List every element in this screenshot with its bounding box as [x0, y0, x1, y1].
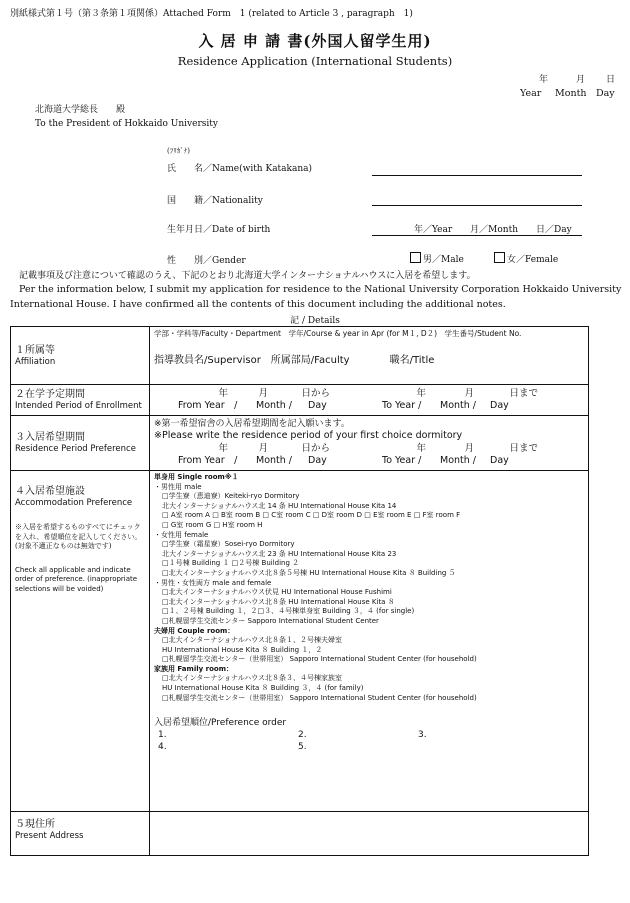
dob-label: 生年月日／Date of birth: [167, 225, 271, 235]
page-title: 入 居 申 請 書(外国人留学生用): [198, 32, 432, 50]
option-kita14-rooms-g-h[interactable]: □ G室 room G □ H室 room H: [162, 520, 263, 529]
row-present-address: [11, 812, 589, 856]
option-kita8-buildings[interactable]: □１、２号棟 Building １，２□３、４号棟単身室 Building ３，４ (for single): [162, 607, 415, 616]
facility-line-couple-en: HU International House Kita ８ Building １，２: [162, 645, 323, 654]
gender-male-option[interactable]: [410, 252, 464, 265]
preference-input-cell[interactable]: [150, 416, 589, 471]
date-year-jp: 年: [539, 75, 549, 85]
affiliation-label-cell: [11, 327, 150, 385]
preference-order-row-1[interactable]: [154, 729, 584, 741]
pref-from-day-jp: 日から: [301, 443, 330, 454]
date-month-jp: 月: [576, 75, 586, 85]
preference-order-row-2[interactable]: [154, 741, 584, 753]
pref-to-day-en: Day: [490, 455, 509, 466]
facility-line-couple: 夫婦用 Couple room：: [154, 626, 235, 635]
dob-fields[interactable]: 年／Year 月／Month 日／Day: [414, 225, 572, 235]
pref-from-month-en: Month /: [256, 455, 292, 466]
enroll-from-month-en: Month /: [256, 400, 292, 411]
nationality-input-line[interactable]: [372, 205, 582, 206]
pref-from-month-jp: 月: [258, 443, 268, 454]
pref-to-day-jp: 日まで: [509, 443, 538, 454]
pref-from-year-en: From Year /: [178, 455, 238, 466]
facility-line-single: 単身用 Single room※１: [154, 473, 239, 481]
facility-line-male: ・男性用 male: [154, 482, 202, 491]
date-day-jp: 日: [606, 75, 616, 85]
page-subtitle: Residence Application (International Students): [177, 54, 453, 68]
order-3[interactable]: 3.: [418, 730, 427, 741]
pref-to-month-en: Month /: [440, 455, 476, 466]
male-checkbox[interactable]: [410, 252, 421, 263]
facility-note-en: Check all applicable and indicate order of preference. (inappropriate selections will be voided): [15, 565, 138, 593]
order-1[interactable]: 1.: [158, 730, 167, 741]
preference-label-cell: [11, 416, 150, 471]
option-family-kita8[interactable]: □北大インターナショナルハウス北８条３、４号棟家族室: [162, 674, 343, 683]
enroll-to-month-en: Month /: [440, 400, 476, 411]
preference-note-en: ※Please write the residence period of your first choice dormitory: [154, 430, 463, 441]
row-enrollment: [11, 385, 589, 416]
affiliation-input-cell[interactable]: [150, 327, 589, 385]
row-affiliation: [11, 327, 589, 385]
name-input-line[interactable]: [372, 175, 582, 176]
facility-line-female: ・女性用 female: [154, 530, 209, 539]
enroll-from-month-jp: 月: [258, 388, 268, 399]
enrollment-input-cell[interactable]: [150, 385, 589, 416]
furigana-label: (ﾌﾘｶﾞﾅ): [167, 147, 190, 155]
facility-line-both: ・男性・女性両方 male and female: [154, 578, 272, 587]
affiliation-line-1: 学部・学科等/Faculty・Department 学年/Course & year in Apr (for M１, D２) 学生番号/Student No.: [154, 329, 522, 338]
enroll-to-year-jp: 年: [416, 388, 426, 399]
enrollment-label-jp: ２在学予定期間: [15, 389, 85, 400]
affiliation-line-2: 指導教員名/Supervisor 所属部局/Faculty 職名/Title: [154, 354, 435, 366]
form-reference: 別紙様式第１号（第３条第１項関係）Attached Form 1 (related to Article 3 , paragraph 1): [10, 9, 413, 19]
name-label: 氏 名／Name(with Katakana): [167, 164, 313, 174]
details-heading: 記 / Details: [290, 316, 340, 326]
row-residence-period: [11, 416, 589, 471]
option-fushimi[interactable]: □北大インターナショナルハウス伏見 HU International House Fushimi: [162, 588, 392, 597]
gender-female-option[interactable]: [494, 252, 558, 265]
enrollment-label-cell: [11, 385, 150, 416]
preference-label-jp: ３入居希望期間: [15, 432, 85, 443]
date-year-en: Year: [520, 88, 542, 99]
enroll-to-day-en: Day: [490, 400, 509, 411]
addressee-jp: 北海道大学総長 殿: [35, 105, 126, 115]
statement-jp: 記載事項及び注意について確認のうえ、下記のとおり北海道大学インターナショナルハウスに入居を希望します。: [19, 271, 476, 281]
pref-to-year-en: To Year /: [382, 455, 422, 466]
enroll-from-day-en: Day: [308, 400, 327, 411]
option-sapporo-center[interactable]: □札幌留学生交流センター Sapporo International Student Center: [162, 616, 379, 625]
facility-line-family: 家族用 Family room：: [154, 664, 233, 673]
statement-en-1: Per the information below, I submit my application for residence to the National University Corporation Hokkaido University: [19, 284, 622, 295]
dob-input-line: [372, 235, 582, 236]
enrollment-label-en: Intended Period of Enrollment: [15, 401, 142, 411]
enroll-from-year-en: From Year /: [178, 400, 238, 411]
pref-from-year-jp: 年: [218, 443, 228, 454]
facility-line-kita14: 北大インターナショナルハウス北 14 条 HU International House Kita 14: [162, 501, 397, 510]
facility-label-jp: ４入居希望施設: [15, 486, 85, 497]
pref-to-month-jp: 月: [464, 443, 474, 454]
facility-options-cell[interactable]: [150, 471, 589, 812]
enroll-from-year-jp: 年: [218, 388, 228, 399]
address-label-cell: [11, 812, 150, 856]
pref-from-day-en: Day: [308, 455, 327, 466]
enroll-to-year-en: To Year /: [382, 400, 422, 411]
option-kita14-rooms-a-f[interactable]: □ A室 room A □ B室 room B □ C室 room C □ D室 room D □ E室 room E □ F室 room F: [162, 511, 461, 520]
option-kita23-buildings[interactable]: □１号棟 Building １ □２号棟 Building ２: [162, 559, 300, 568]
facility-line-family-en: HU International House Kita ８ Building ３，４ (for family): [162, 684, 364, 693]
facility-label-cell: [11, 471, 150, 812]
row-accommodation: [11, 471, 589, 812]
date-month-en: Month: [555, 88, 587, 99]
option-couple-sapporo[interactable]: □札幌留学生交流センター（世帯用室） Sapporo International Student Center (for household): [162, 655, 477, 664]
option-family-sapporo[interactable]: □札幌留学生交流センター（世帯用室） Sapporo International Student Center (for household): [162, 693, 477, 702]
preference-note-jp: ※第一希望宿舎の入居希望期間を記入願います。: [154, 419, 350, 429]
male-label: 男／Male: [423, 255, 464, 265]
option-kita8[interactable]: □北大インターナショナルハウス北８条 HU International House Kita ８: [162, 597, 395, 606]
order-4[interactable]: 4.: [158, 742, 167, 753]
female-label: 女／Female: [507, 255, 559, 265]
address-label-jp: ５現住所: [15, 819, 55, 830]
facility-line-kita23: 北大インターナショナルハウス北 23 条 HU International House Kita 23: [162, 549, 397, 558]
option-kita8-bldg5[interactable]: □北大インターナショナルハウス北８条５号棟 HU International House Kita ８ Building ５: [162, 568, 456, 577]
pref-to-year-jp: 年: [416, 443, 426, 454]
enroll-from-day-jp: 日から: [301, 388, 330, 399]
statement-en-2: International House. I have confirmed all the contents of this document including the additional notes.: [10, 299, 506, 310]
addressee-en: To the President of Hokkaido University: [35, 119, 218, 129]
address-input-cell[interactable]: [150, 812, 589, 856]
affiliation-label-en: Affiliation: [15, 356, 56, 367]
facility-note-jp: ※入居を希望するものすべてにチェックを入れ、希望順位を記入してください。(対象不適正なものは無効です): [15, 523, 142, 551]
preference-label-en: Residence Period Preference: [15, 444, 136, 454]
option-sosei[interactable]: □学生寮（霜星寮）Sosei-ryo Dormitory: [162, 540, 295, 549]
details-table: [10, 326, 589, 856]
order-2[interactable]: 2.: [298, 730, 307, 741]
address-label-en: Present Address: [15, 831, 84, 841]
enroll-to-month-jp: 月: [464, 388, 474, 399]
enroll-to-day-jp: 日まで: [509, 388, 538, 399]
facility-label-en: Accommodation Preference: [15, 498, 133, 508]
preference-order-label: 入居希望順位/Preference order: [154, 718, 287, 729]
affiliation-label-jp: １所属等: [15, 344, 55, 356]
female-checkbox[interactable]: [494, 252, 505, 263]
date-day-en: Day: [596, 88, 615, 99]
option-keiteki[interactable]: □学生寮（恵迪寮）Keiteki-ryo Dormitory: [162, 492, 300, 501]
option-couple-kita8[interactable]: □北大インターナショナルハウス北８条１、２号棟夫婦室: [162, 636, 343, 645]
order-5[interactable]: 5.: [298, 742, 307, 753]
nationality-label: 国 籍／Nationality: [167, 196, 263, 206]
gender-label: 性 別／Gender: [167, 256, 246, 266]
